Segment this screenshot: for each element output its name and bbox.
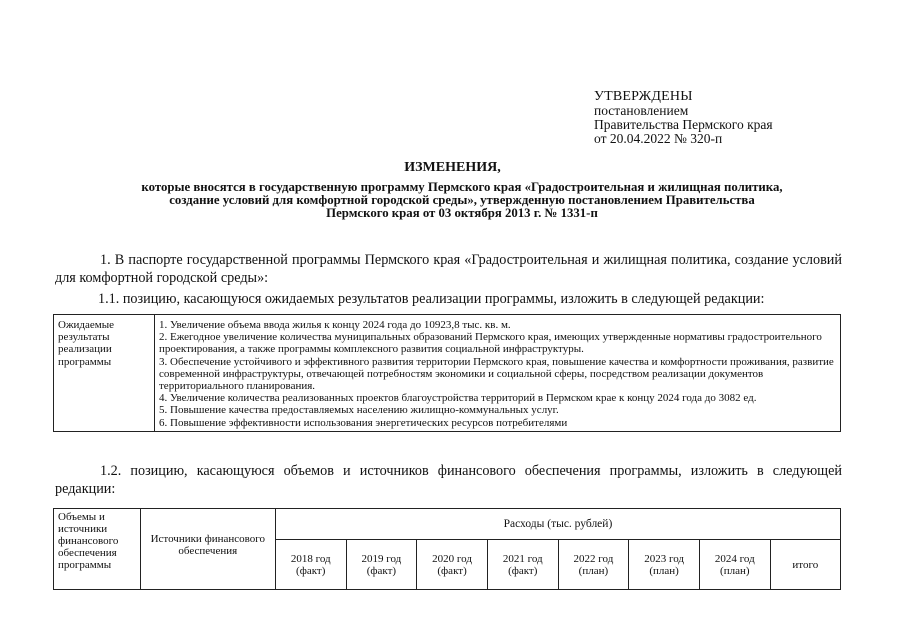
paragraph-1-1: 1.1. позицию, касающуюся ожидаемых результатов реализации программы, изложить в следующей редакции: bbox=[98, 291, 765, 307]
year-column: 2024 год (план) bbox=[699, 540, 770, 590]
paragraph-1: 1. В паспорте государственной программы Пермского края «Градостроительная и жилищная политика, создание условий для комфортной городской среды»: bbox=[55, 252, 842, 286]
subtitle-line: которые вносятся в государственную программу Пермского края «Градостроительная и жилищная политика, bbox=[141, 180, 783, 194]
year-column: 2021 год (факт) bbox=[487, 540, 558, 590]
year-column: 2019 год (факт) bbox=[346, 540, 417, 590]
total-column: итого bbox=[770, 540, 840, 590]
approval-block bbox=[594, 90, 844, 146]
subtitle-line: Пермского края от 03 октября 2013 г. № 1331-п bbox=[326, 206, 598, 220]
finance-label: Объемы и источники финансового обеспечения программы bbox=[54, 509, 141, 590]
sources-header: Источники финансового обеспечения bbox=[140, 509, 275, 590]
results-label: Ожидаемые результаты реализации программы bbox=[54, 315, 155, 432]
year-column: 2023 год (план) bbox=[629, 540, 700, 590]
result-item: 6. Повышение эффективности использования энергетических ресурсов потребителями bbox=[159, 416, 568, 429]
paragraph-1-2: 1.2. позицию, касающуюся объемов и источников финансового обеспечения программы, изложить в следующей редакции: bbox=[55, 463, 842, 497]
result-item: 3. Обеспечение устойчивого и эффективного развития территории Пермского края, повышение качества и комфортности проживания, развитие современной инфраструктуры, отвечающей потребностям экономики и социальной сферы, посредством реализации документов территориального планирования. bbox=[159, 355, 834, 393]
year-column: 2020 год (факт) bbox=[417, 540, 488, 590]
document-subtitle bbox=[62, 181, 862, 220]
approval-line: постановлением bbox=[594, 103, 689, 118]
results-items bbox=[155, 315, 841, 432]
result-item: 5. Повышение качества предоставляемых населению жилищно-коммунальных услуг. bbox=[159, 404, 559, 417]
result-item: 2. Ежегодное увеличение количества муниципальных образований Пермского края, имеющих утвержденные нормативы градостроительного проектирования, а также программы комплексного развития социальной инфраструктуры. bbox=[159, 331, 822, 356]
results-table bbox=[53, 314, 841, 432]
expenses-header: Расходы (тыс. рублей) bbox=[275, 509, 840, 540]
approval-heading: УТВЕРЖДЕНЫ bbox=[594, 89, 693, 104]
result-item: 1. Увеличение объема ввода жилья к концу 2024 года до 10923,8 тыс. кв. м. bbox=[159, 319, 511, 331]
approval-line: Правительства Пермского края bbox=[594, 117, 773, 132]
approval-line: от 20.04.2022 № 320-п bbox=[594, 131, 723, 146]
year-column: 2018 год (факт) bbox=[275, 540, 346, 590]
finance-table bbox=[53, 508, 841, 590]
document-title: ИЗМЕНЕНИЯ, bbox=[404, 160, 501, 175]
subtitle-line: создание условий для комфортной городской среды», утвержденную постановлением Правительства bbox=[169, 193, 755, 207]
year-column: 2022 год (план) bbox=[558, 540, 629, 590]
result-item: 4. Увеличение количества реализованных проектов благоустройства территорий в Пермском крае к концу 2024 года до 3082 ед. bbox=[159, 392, 757, 405]
